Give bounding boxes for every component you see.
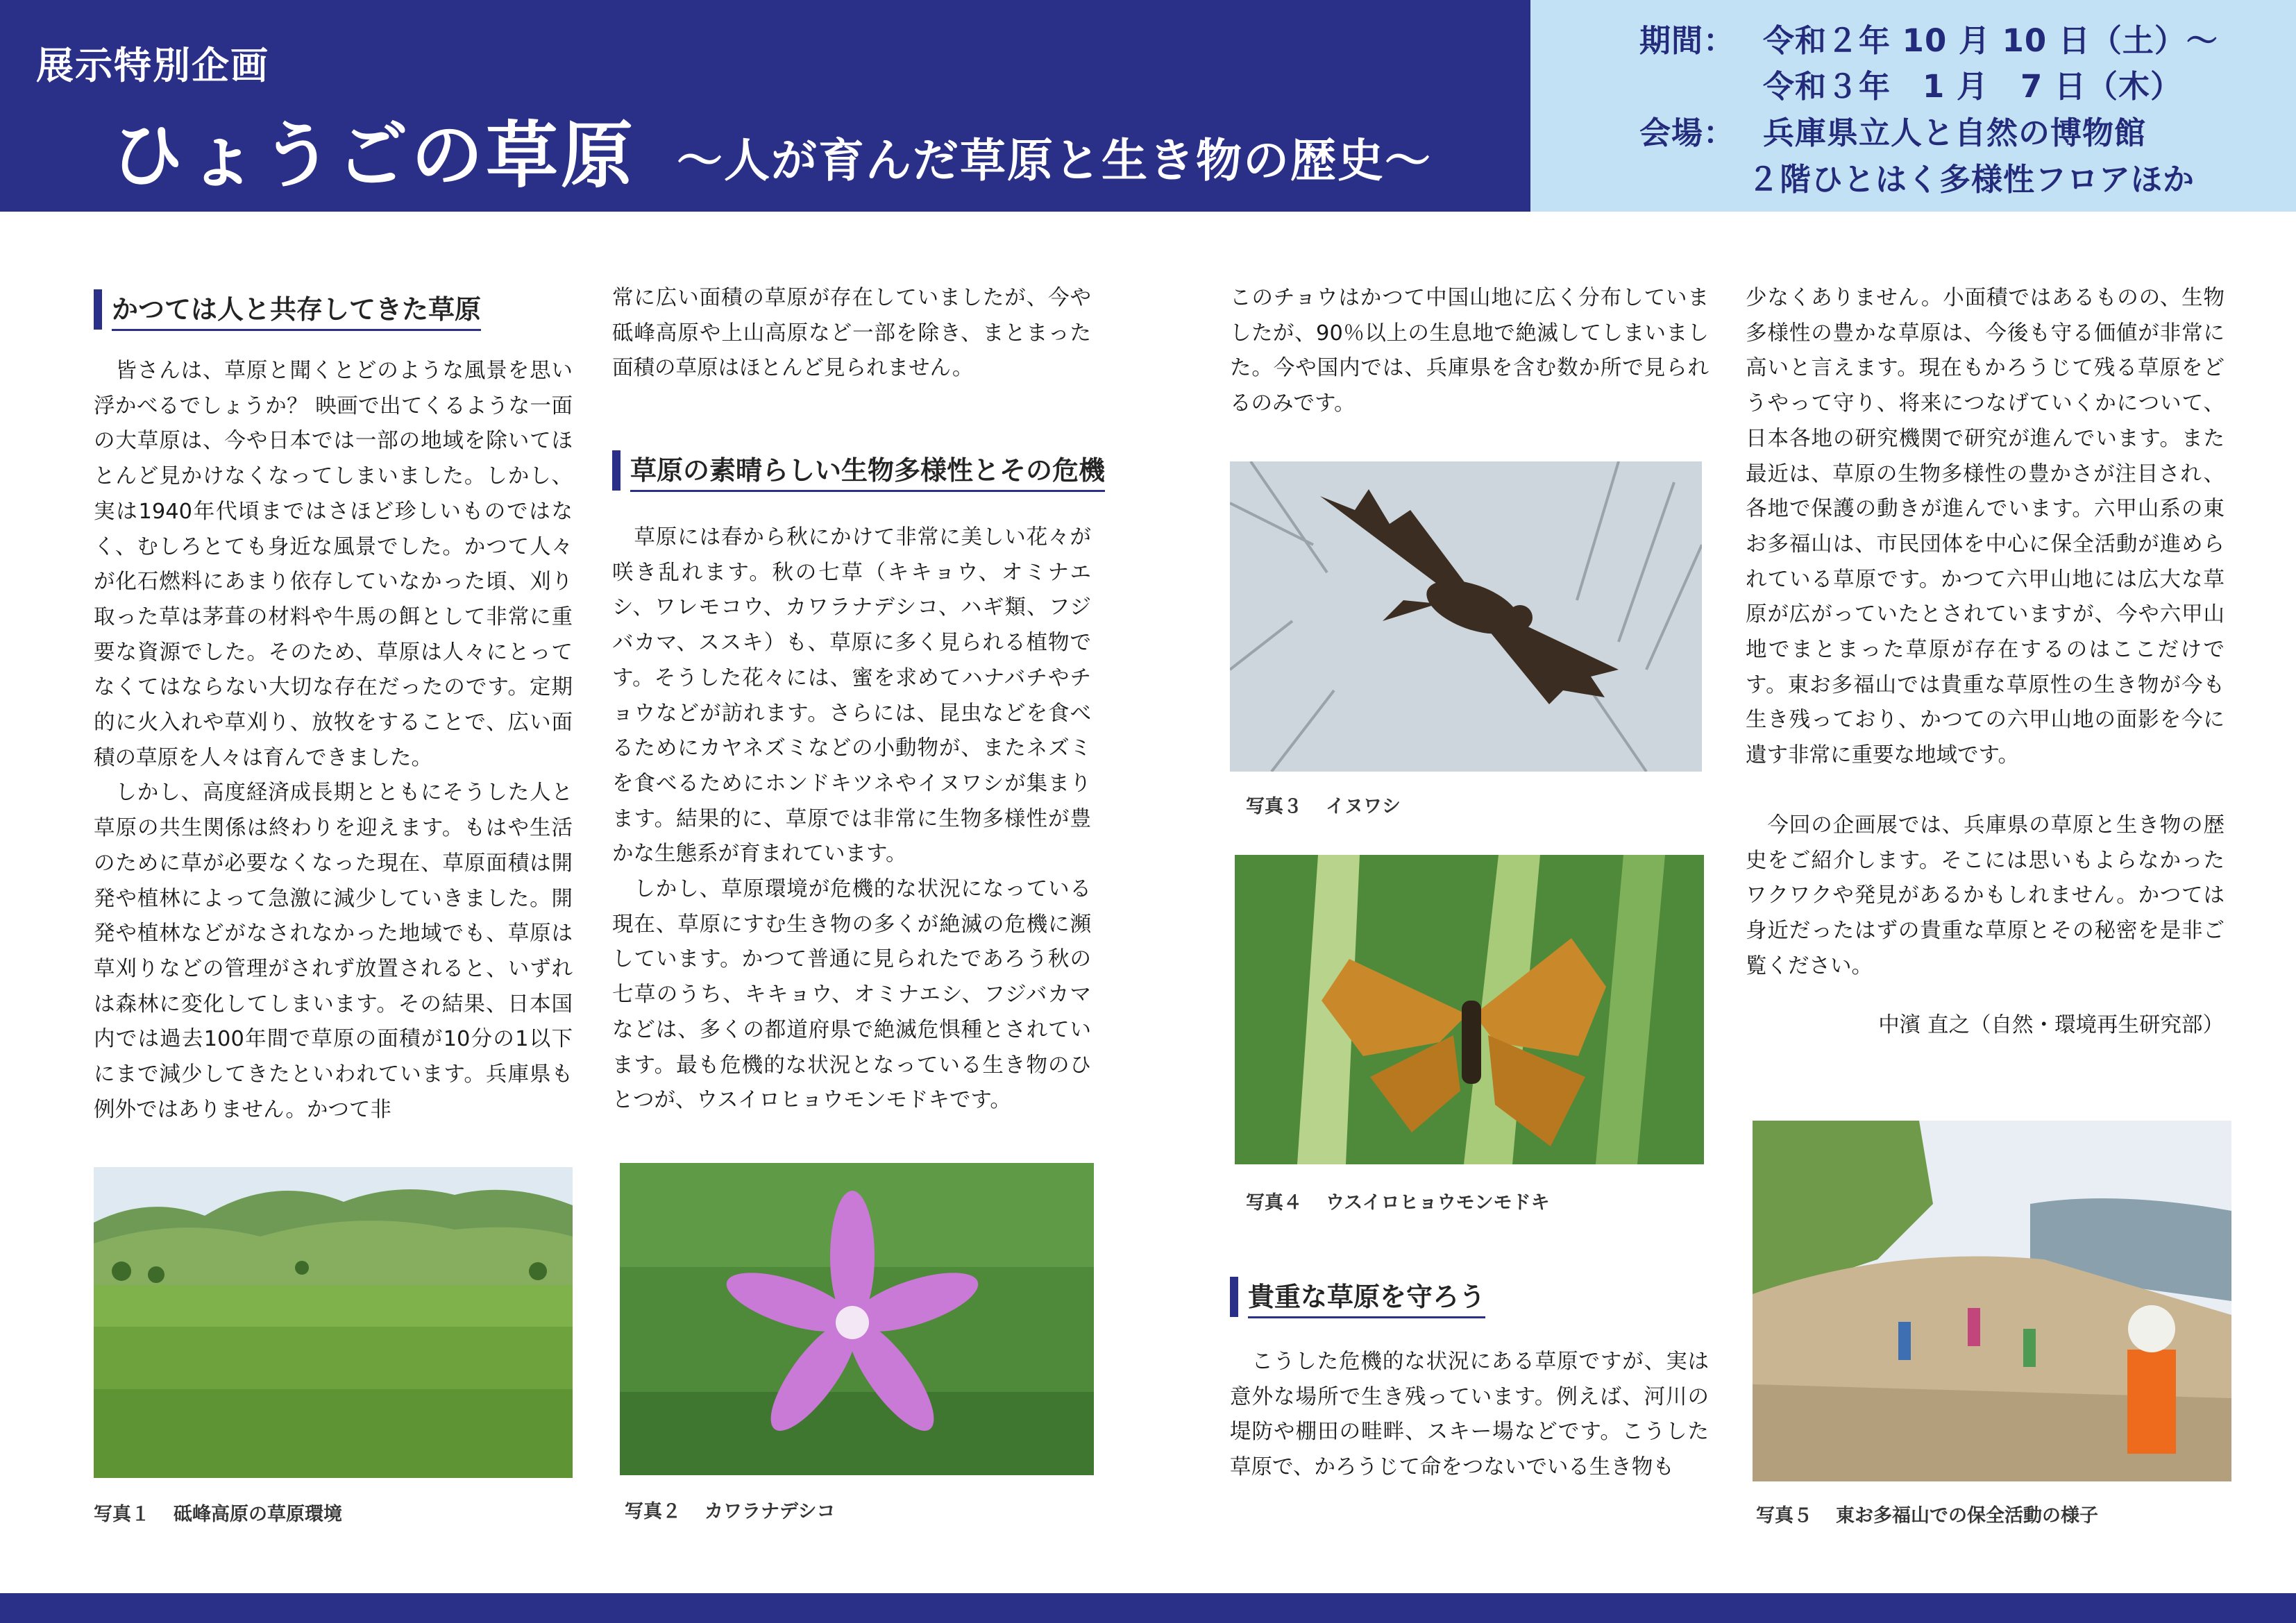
column-2-top xyxy=(612,281,1091,386)
caption-text: イヌワシ xyxy=(1326,796,1401,817)
conservation-image xyxy=(1753,1121,2231,1481)
section-heading-coexistence xyxy=(94,287,481,332)
paragraph: 今回の企画展では、兵庫県の草原と生き物の歴史をご紹介します。そこには思いもよらなかったワクワクや発見があるかもしれません。かつては身近だったはずの貴重な草原とその秘密を是非ご覧ください。 xyxy=(1746,813,2225,978)
eagle-image xyxy=(1230,461,1702,772)
paragraph: 常に広い面積の草原が存在していましたが、今や砥峰高原や上山高原など一部を除き、まとまった面積の草原はほとんど見られません。 xyxy=(612,286,1091,381)
photo-conservation xyxy=(1753,1121,2231,1481)
column-1 xyxy=(94,354,573,1128)
caption-text: 東お多福山での保全活動の様子 xyxy=(1836,1505,2098,1527)
paragraph: しかし、高度経済成長期とともにそうした人と草原の共生関係は終わりを迎えます。もはや生活のために草が必要なくなった現在、草原面積は開発や植林によって急激に減少していきました。開発や植林などがなされなかった地域でも、草原は草刈りなどの管理がされず放置されると、いずれは森林に変化してしまいます。その結果、日本国内では過去100年間で草原の面積が10分の1以下にまで減少してきたといわれています。兵庫県も例外ではありません。かつて非 xyxy=(94,781,573,1122)
footer-band xyxy=(0,1593,2296,1623)
venue-line-1: 兵庫県立人と自然の博物館 xyxy=(1763,114,2147,151)
column-4 xyxy=(1746,281,2225,984)
heading-bar xyxy=(612,450,621,491)
photo-eagle xyxy=(1230,461,1702,772)
caption-text: 砥峰高原の草原環境 xyxy=(174,1504,342,1525)
period-label: 期間： xyxy=(1639,22,1736,59)
column-3 xyxy=(1230,1345,1709,1486)
caption-number: 写真２ xyxy=(625,1501,681,1522)
caption-text: ウスイロヒョウモンモドキ xyxy=(1326,1192,1550,1214)
heading-bar xyxy=(1230,1277,1238,1317)
photo-butterfly xyxy=(1235,855,1704,1164)
paragraph: 草原には春から秋にかけて非常に美しい花々が咲き乱れます。秋の七草（キキョウ、オミナエシ、ワレモコウ、カワラナデシコ、ハギ類、フジバカマ、ススキ）も、草原に多く見られる植物です。そうした花々には、蜜を求めてハナバチやチョウなどが訪れます。さらには、昆虫などを食べるためにカヤネズミなどの小動物が、またネズミを食べるためにホンドキツネやイヌワシが集まります。結果的に、草原では非常に生物多様性が豊かな生態系が育まれています。 xyxy=(612,525,1091,867)
period-start: 令和２年 10 月 10 日（土）～ xyxy=(1763,22,2218,59)
paragraph: しかし、草原環境が危機的な状況になっている現在、草原にすむ生き物の多くが絶滅の危機に瀕しています。かつて普通に見られたであろう秋の七草のうち、キキョウ、オミナエシ、フジバカマなどは、多くの都道府県で絶滅危惧種とされています。最も危機的な状況となっている生き物のひとつが、ウスイロヒョウモンモドキです。 xyxy=(612,877,1091,1113)
column-2 xyxy=(612,520,1091,1119)
caption-number: 写真４ xyxy=(1246,1192,1302,1214)
page-subtitle: ～人が育んだ草原と生き物の歴史～ xyxy=(677,134,1432,187)
photo-caption xyxy=(1246,1187,1550,1214)
grassland-image xyxy=(94,1167,573,1478)
paragraph: 皆さんは、草原と聞くとどのような風景を思い浮かべるでしょうか？ 映画で出てくるような一面の大草原は、今や日本では一部の地域を除いてほとんど見かけなくなってしまいました。しかし、実は1940年代頃まではさほど珍しいものではなく、むしろとても身近な風景でした。かつて人々が化石燃料にあまり依存していなかった頃、刈り取った草は茅葺の材料や牛馬の餌として非常に重要な資源でした。そのため、草原は人々にとってなくてはならない大切な存在だったのです。定期的に火入れや草刈り、放牧をすることで、広い面積の草原を人々は育んできました。 xyxy=(94,359,573,770)
section-heading-text: 貴重な草原を守ろう xyxy=(1248,1275,1485,1318)
photo-caption xyxy=(94,1499,342,1526)
period-end: 令和３年 1 月 7 日（木） xyxy=(1763,68,2182,105)
photo-flower xyxy=(620,1163,1094,1475)
column-3-top xyxy=(1230,281,1709,422)
flower-image xyxy=(620,1163,1094,1475)
butterfly-image xyxy=(1235,855,1704,1164)
venue-label: 会場： xyxy=(1639,114,1736,151)
photo-caption xyxy=(625,1496,835,1523)
section-heading-text: 草原の素晴らしい生物多様性とその危機 xyxy=(630,449,1105,492)
caption-text: カワラナデシコ xyxy=(704,1501,836,1522)
author-signature: 中濱 直之（自然・環境再生研究部） xyxy=(1878,1013,2224,1037)
header-kicker: 展示特別企画 xyxy=(36,44,269,87)
photo-caption xyxy=(1756,1500,2098,1527)
section-heading-biodiversity xyxy=(612,448,1105,493)
page-title: ひょうごの草原 xyxy=(111,113,636,198)
caption-number: 写真３ xyxy=(1246,796,1302,817)
section-heading-protect xyxy=(1230,1274,1485,1320)
paragraph: このチョウはかつて中国山地に広く分布していましたが、90％以上の生息地で絶滅してしまいました。今や国内では、兵庫県を含む数か所で見られるのみです。 xyxy=(1230,286,1709,416)
paragraph: 少なくありません。小面積ではあるものの、生物多様性の豊かな草原は、今後も守る価値が非常に高いと言えます。現在もかろうじて残る草原をどうやって守り、将来につなげていくかについて、日本各地の研究機関で研究が進んでいます。また最近は、草原の生物多様性の豊かさが注目され、各地で保護の動きが進んでいます。六甲山系の東お多福山は、市民団体を中心に保全活動が進められている草原です。かつて六甲山地には広大な草原が広がっていたとされていますが、今や六甲山地でまとまった草原が存在するのはここだけです。東お多福山では貴重な草原性の生き物が今も生き残っており、かつての六甲山地の面影を今に遺す非常に重要な地域です。 xyxy=(1746,286,2225,768)
photo-caption xyxy=(1246,791,1401,818)
caption-number: 写真５ xyxy=(1756,1505,1812,1527)
photo-grassland xyxy=(94,1167,573,1478)
venue-line-2: ２階ひとはく多様性フロアほか xyxy=(1748,161,2195,198)
section-heading-text: かつては人と共存してきた草原 xyxy=(112,288,481,331)
caption-number: 写真１ xyxy=(94,1504,150,1525)
heading-bar xyxy=(94,289,102,330)
paragraph: こうした危機的な状況にある草原ですが、実は意外な場所で生き残っています。例えば、河川の堤防や棚田の畦畔、スキー場などです。こうした草原で、かろうじて命をつないでいる生き物も xyxy=(1230,1350,1709,1480)
